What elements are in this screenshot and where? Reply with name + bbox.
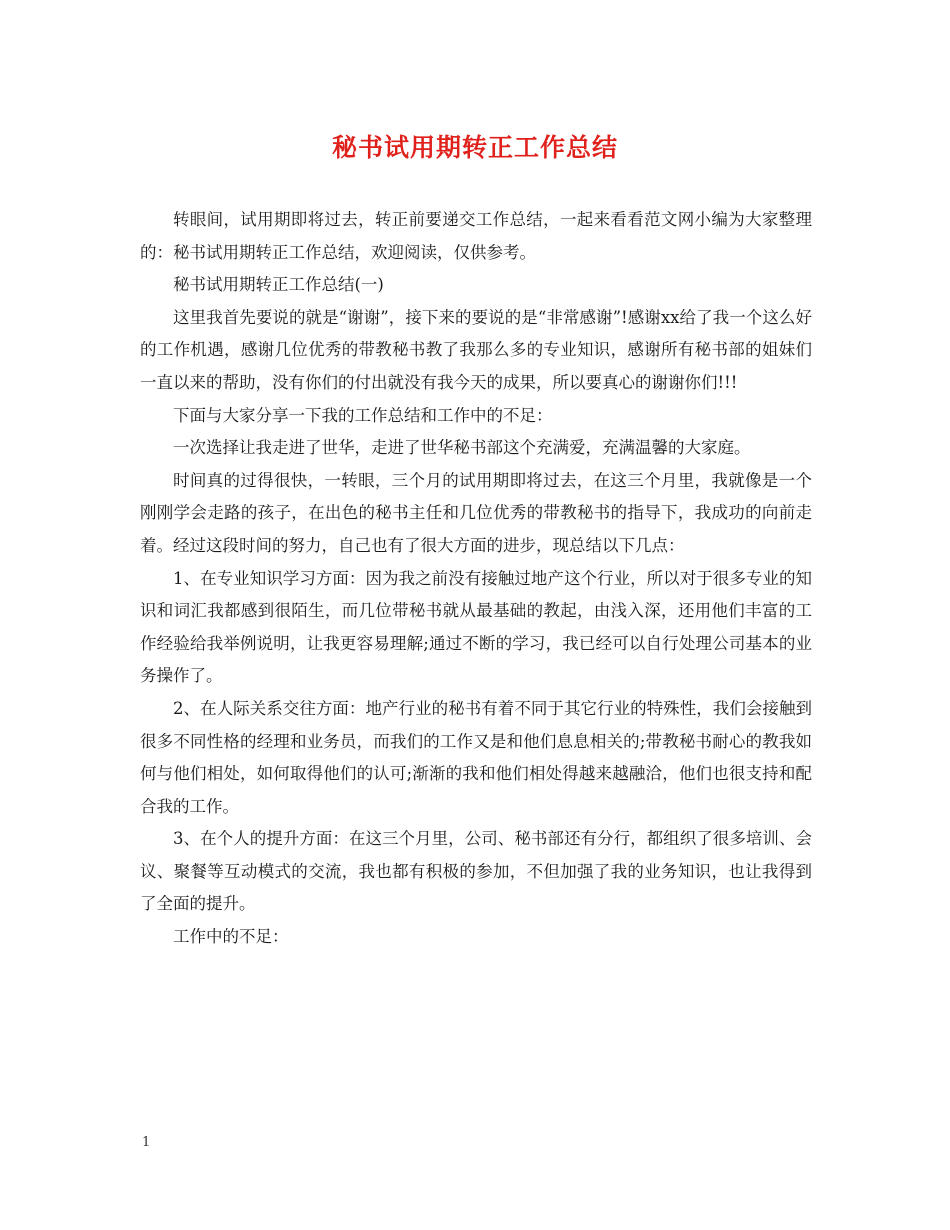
page-number: 1 [142,1135,151,1150]
paragraph-shortcomings: 工作中的不足： [173,927,289,947]
paragraph-point-3: 3、在个人的提升方面：在这三个月里，公司、秘书部还有分行，都组织了很多培训、会议、聚餐等互动模式的交流，我也都有积极的参加，不但加强了我的业务知识，也让我得到了全面的提升。 [140,829,812,914]
paragraph-point-1: 1、在专业知识学习方面：因为我之前没有接触过地产这个行业，所以对于很多专业的知识和词汇我都感到很陌生，而几位带秘书就从最基础的教起，由浅入深，还用他们丰富的工作经验给我举例说明，让我更容易理解;通过不断的学习，我已经可以自行处理公司基本的业务操作了。 [140,568,812,686]
paragraph-point-2: 2、在人际关系交往方面：地产行业的秘书有着不同于其它行业的特殊性，我们会接触到很多不同性格的经理和业务员，而我们的工作又是和他们息息相关的;带教秘书耐心的教我如何与他们相处，如何取得他们的认可;渐渐的我和他们相处得越来越融洽，他们也很支持和配合我的工作。 [140,698,812,816]
paragraph-choice: 一次选择让我走进了世华，走进了世华秘书部这个充满爱，充满温馨的大家庭。 [173,438,751,458]
paragraph-section-heading: 秘书试用期转正工作总结(一) [173,275,384,295]
paragraph-time: 时间真的过得很快，一转眼，三个月的试用期即将过去，在这三个月里，我就像是一个刚刚学会走路的孩子，在出色的秘书主任和几位优秀的带教秘书的指导下，我成功的向前走着。经过这段时间的努力，自己也有了很大方面的进步，现总结以下几点： [140,470,812,555]
paragraph-intro: 转眼间，试用期即将过去，转正前要递交工作总结，一起来看看范文网小编为大家整理的：秘书试用期转正工作总结，欢迎阅读，仅供参考。 [140,210,812,262]
paragraph-share: 下面与大家分享一下我的工作总结和工作中的不足： [173,405,553,425]
document-body [140,204,812,954]
document-title: 秘书试用期转正工作总结 [331,133,618,162]
paragraph-thanks: 这里我首先要说的就是“谢谢”，接下来的要说的是“非常感谢”!感谢xx给了我一个这么好的工作机遇，感谢几位优秀的带教秘书教了我那么多的专业知识，感谢所有秘书部的姐妹们一直以来的帮助，没有你们的付出就没有我今天的成果，所以要真心的谢谢你们!!! [140,307,812,392]
